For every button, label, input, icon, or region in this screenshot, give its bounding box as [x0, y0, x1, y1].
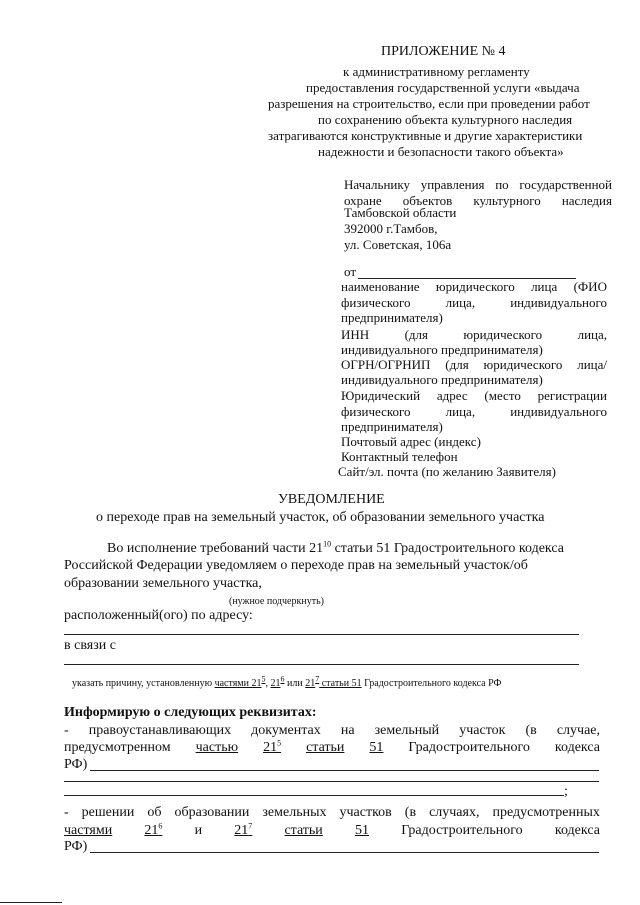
from-label: от	[344, 264, 357, 279]
item-1-blank-line-2	[64, 781, 599, 782]
inform-title: Информирую о следующих реквизитах:	[64, 705, 317, 720]
semicolon: ;	[564, 784, 568, 799]
ogrn-line-2: индивидуального предпринимателя)	[341, 372, 543, 387]
addressee-region: Тамбовской области	[344, 205, 457, 220]
underline-hint: (нужное подчеркнуть)	[229, 596, 324, 607]
inform-item-1-line-1: - правоустанавливающих документах на земельный участок (в случае,	[64, 723, 600, 738]
inn-line-2: индивидуального предпринимателя)	[341, 342, 543, 357]
appendix-line-5: затрагиваются конструктивные и другие характеристики	[268, 128, 583, 143]
inform-item-1-line-3: РФ)	[64, 757, 88, 772]
legal-address-line-3: предпринимателя)	[341, 419, 443, 434]
ogrn-line-1: ОГРН/ОГРНИП (для юридического лица/	[341, 357, 607, 372]
appendix-line-1: к административному регламенту	[343, 64, 530, 79]
reason-hint: указать причину, установленную частями $21^5$, $21^6$ или $21^7$ статьи 51 Градостроительного кодекса РФ	[72, 674, 502, 689]
site-email-label: Сайт/эл. почта (по желанию Заявителя)	[338, 464, 556, 479]
item-2-blank-line	[90, 852, 599, 853]
address-blank-line	[64, 634, 579, 635]
notice-paragraph-line-2: Российской Федерации уведомляем о переходе прав на земельный участок/об	[64, 558, 528, 573]
reason-blank-line	[64, 664, 579, 665]
inn-line-1: ИНН (для юридического лица,	[341, 327, 607, 342]
inform-item-1-line-2: предусмотренном частью $21^5$ статьи 51 Градостроительного кодекса	[64, 738, 600, 755]
legal-address-line-1: Юридический адрес (место регистрации	[341, 388, 607, 403]
inform-item-2-line-1: - решении об образовании земельных участков (в случаях, предусмотренных	[64, 805, 600, 820]
footnote-separator	[0, 902, 62, 903]
inform-item-2-line-2: частями $21^6$ и $21^7$ статьи 51 Градостроительного кодекса	[64, 821, 600, 838]
addressee-line-2: охране объектов культурного наследия	[344, 193, 612, 208]
phone-label: Контактный телефон	[341, 449, 458, 464]
appendix-line-2: предоставления государственной услуги «выдача	[306, 80, 580, 95]
inform-item-2-line-3: РФ)	[64, 839, 88, 854]
appendix-line-4: по сохранению объекта культурного наследия	[318, 112, 573, 127]
item-1-blank-line-1	[90, 770, 599, 771]
sender-name-line-3: предпринимателя)	[341, 310, 443, 325]
addressee-postcode: 392000 г.Тамбов,	[344, 221, 438, 236]
located-label: расположенный(ого) по адресу:	[64, 608, 253, 623]
legal-address-line-2: физического лица, индивидуального	[341, 404, 607, 419]
notice-title: УВЕДОМЛЕНИЕ	[278, 492, 385, 507]
notice-subtitle: о переходе прав на земельный участок, об образовании земельного участка	[96, 510, 545, 525]
because-label: в связи с	[64, 638, 116, 653]
sender-name-line-2: физического лица, индивидуального	[341, 295, 607, 310]
addressee-line-1: Начальнику управления по государственной	[344, 177, 612, 192]
appendix-title: ПРИЛОЖЕНИЕ № 4	[381, 44, 506, 59]
addressee-street: ул. Советская, 106а	[344, 237, 452, 252]
item-1-blank-line-3	[64, 795, 564, 796]
sender-name-line-1: наименование юридического лица (ФИО	[341, 279, 607, 294]
appendix-line-6: надежности и безопасности такого объекта»	[318, 144, 564, 159]
notice-paragraph-line-3: образовании земельного участка,	[64, 576, 262, 591]
appendix-line-3: разрешения на строительство, если при проведении работ	[268, 96, 590, 111]
notice-paragraph-line-1: Во исполнение требований части $21^{10}$ статьи 51 Градостроительного кодекса	[107, 539, 564, 556]
postal-address-label: Почтовый адрес (индекс)	[341, 434, 481, 449]
